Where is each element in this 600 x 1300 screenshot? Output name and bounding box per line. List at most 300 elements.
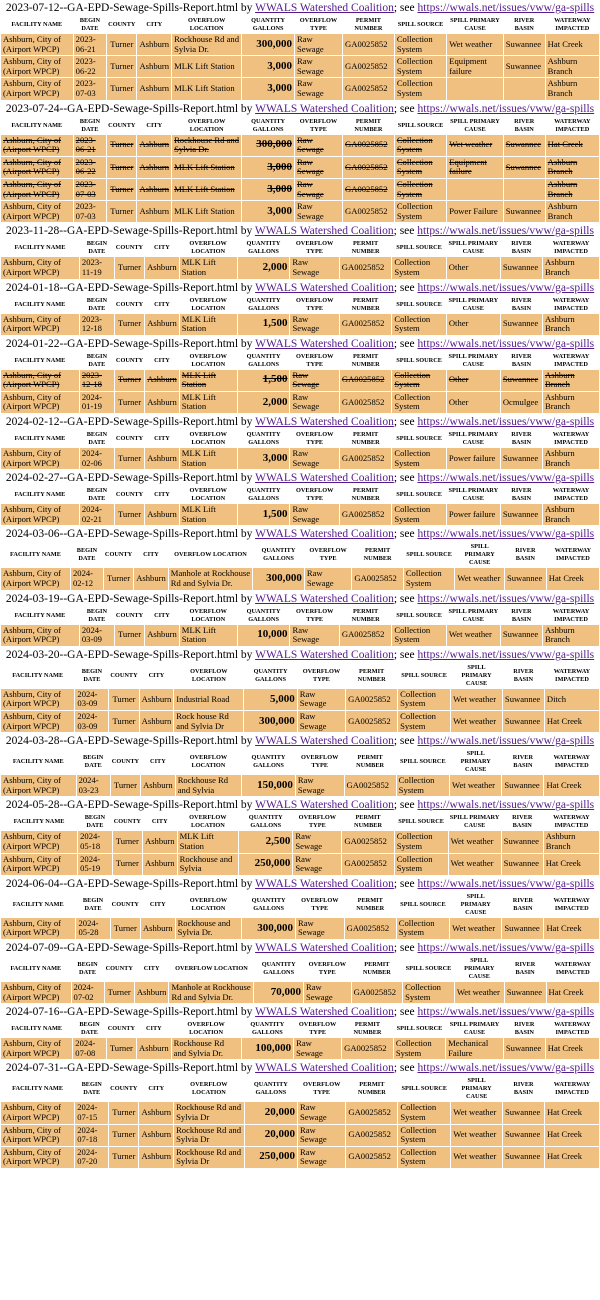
table-row bbox=[1, 1102, 599, 1123]
ga-spills-link[interactable]: https://wwals.net/issues/vww/ga-spills bbox=[417, 1062, 595, 1075]
cell-waterway: Hat Creek bbox=[547, 982, 599, 1003]
wwals-link[interactable]: WWALS Watershed Coalition bbox=[255, 102, 394, 115]
column-header: SPILL PRIMARY CAUSE bbox=[460, 892, 491, 916]
header-row bbox=[1, 240, 599, 256]
cell-city: Ashburn bbox=[137, 201, 171, 222]
cell-city: Ashburn bbox=[137, 157, 171, 178]
cell-source: Collection System bbox=[392, 625, 445, 646]
table-row bbox=[1, 504, 599, 525]
column-header: SPILL PRIMARY CAUSE bbox=[448, 607, 499, 623]
report-section bbox=[0, 280, 600, 336]
spill-table bbox=[0, 239, 600, 279]
cell-source: Collection System bbox=[395, 201, 446, 222]
report-title bbox=[0, 101, 600, 117]
cell-facility: Ashburn, City of (Airport WPCP) bbox=[1, 831, 77, 852]
cell-permit: GA0025852 bbox=[340, 314, 392, 335]
cell-facility: Ashburn, City of (Airport WPCP) bbox=[1, 201, 73, 222]
cell-type: Raw Sewage bbox=[296, 775, 344, 796]
cell-facility: Ashburn, City of (Airport WPCP) bbox=[1, 135, 73, 156]
column-header: SPILL PRIMARY CAUSE bbox=[461, 1077, 492, 1101]
column-header: CITY bbox=[143, 551, 159, 559]
report-section bbox=[0, 223, 600, 279]
header-row bbox=[1, 17, 599, 33]
column-header: CITY bbox=[146, 21, 163, 28]
cell-qty: 100,000 bbox=[242, 1038, 294, 1059]
cell-city: Ashburn bbox=[145, 504, 179, 525]
report-filename: 2024-05-28--GA-EPD-Sewage-Spills-Report.html bbox=[5, 799, 239, 812]
cell-waterway: Ashburn Branch bbox=[546, 56, 599, 77]
column-header: SPILL PRIMARY CAUSE bbox=[450, 117, 500, 133]
cell-permit: GA0025852 bbox=[342, 831, 393, 852]
ga-spills-link[interactable]: https://wwals.net/issues/vww/ga-spills bbox=[417, 592, 595, 605]
cell-type: Raw Sewage bbox=[293, 854, 341, 875]
table-row bbox=[1, 831, 599, 852]
cell-facility: Ashburn, City of (Airport WPCP) bbox=[1, 918, 75, 939]
cell-waterway: Ashburn Branch bbox=[543, 504, 599, 525]
wwals-link[interactable]: WWALS Watershed Coalition bbox=[255, 592, 394, 605]
column-header: COUNTY bbox=[107, 1025, 136, 1033]
cell-waterway: Hat Creek bbox=[544, 854, 599, 875]
column-header: WATERWAY IMPACTED bbox=[553, 896, 590, 912]
cell-facility: Ashburn, City of (Airport WPCP) bbox=[1, 157, 73, 178]
report-filename: 2024-07-31--GA-EPD-Sewage-Spills-Report.html bbox=[5, 1062, 239, 1075]
column-header: QUANTITY GALLONS bbox=[248, 814, 283, 830]
cell-qty: 300,000 bbox=[242, 918, 295, 939]
cell-waterway: Hat Creek bbox=[545, 711, 599, 732]
cell-facility: Ashburn, City of (Airport WPCP) bbox=[1, 689, 74, 710]
column-header: SPILL SOURCE bbox=[405, 964, 452, 972]
column-header: PERMIT NUMBER bbox=[354, 17, 383, 32]
ga-spills-link[interactable]: https://wwals.net/issues/vww/ga-spills bbox=[417, 102, 595, 115]
cell-permit: GA0025852 bbox=[343, 135, 394, 156]
cell-permit: GA0025852 bbox=[343, 34, 394, 55]
cell-source: Collection System bbox=[397, 918, 449, 939]
spill-table bbox=[0, 430, 600, 470]
cell-type: Raw Sewage bbox=[296, 918, 344, 939]
column-header: OVERFLOW LOCATION bbox=[190, 667, 228, 683]
column-header: OVERFLOW TYPE bbox=[298, 814, 337, 830]
cell-county: Turner bbox=[109, 1102, 138, 1123]
cell-source: Collection System bbox=[395, 831, 448, 852]
column-header: PERMIT NUMBER bbox=[351, 607, 380, 623]
cell-type: Raw Sewage bbox=[290, 370, 338, 391]
cell-location: MLK Lift Station bbox=[180, 504, 237, 525]
by-text: by bbox=[238, 416, 256, 429]
cell-facility: Ashburn, City of (Airport WPCP) bbox=[1, 854, 77, 875]
column-header: OVERFLOW LOCATION bbox=[187, 117, 226, 133]
wwals-link[interactable]: WWALS Watershed Coalition bbox=[255, 941, 394, 954]
cell-qty: 5,000 bbox=[244, 689, 296, 710]
cell-cause: Other bbox=[447, 257, 500, 278]
cell-county: Turner bbox=[109, 1147, 138, 1168]
cell-date: 2024-05-19 bbox=[78, 854, 112, 875]
cell-location: Manhole at Rockhouse Rd and Sylvia Dr. bbox=[170, 568, 251, 589]
column-header: OVERFLOW LOCATION bbox=[189, 240, 227, 256]
ga-spills-link[interactable]: https://wwals.net/issues/vww/ga-spills bbox=[417, 416, 595, 429]
column-header: OVERFLOW LOCATION bbox=[174, 551, 247, 559]
cell-type: Raw Sewage bbox=[304, 982, 351, 1003]
cell-waterway: Hat Creek bbox=[545, 1147, 599, 1168]
cell-county: Turner bbox=[107, 56, 136, 77]
cell-qty: 300,000 bbox=[253, 568, 304, 589]
cell-basin: Suwannee bbox=[502, 854, 543, 875]
cell-basin bbox=[504, 78, 545, 99]
column-header: FACILITY NAME bbox=[13, 818, 65, 826]
column-header: RIVER BASIN bbox=[511, 296, 532, 312]
column-header: OVERFLOW TYPE bbox=[299, 17, 338, 32]
column-header: QUANTITY GALLONS bbox=[250, 1021, 285, 1037]
wwals-link[interactable]: WWALS Watershed Coalition bbox=[255, 648, 394, 661]
spill-table bbox=[0, 813, 600, 875]
column-header: COUNTY bbox=[105, 964, 133, 972]
column-header: SPILL PRIMARY CAUSE bbox=[449, 814, 500, 830]
column-header: QUANTITY GALLONS bbox=[261, 547, 296, 563]
cell-type: Raw Sewage bbox=[290, 392, 338, 413]
ga-spills-link[interactable]: https://wwals.net/issues/vww/ga-spills bbox=[417, 472, 595, 485]
column-header: SPILL SOURCE bbox=[400, 758, 446, 766]
cell-waterway: Ashburn Branch bbox=[546, 78, 599, 99]
cell-city: Ashburn bbox=[137, 56, 171, 77]
column-header: RIVER BASIN bbox=[511, 431, 532, 447]
cell-source: Collection System bbox=[398, 689, 450, 710]
column-header: FACILITY NAME bbox=[14, 611, 66, 619]
table-row bbox=[1, 918, 599, 939]
column-header: SPILL PRIMARY CAUSE bbox=[464, 956, 495, 980]
cell-cause: Power failure bbox=[447, 448, 500, 469]
column-header: SPILL SOURCE bbox=[397, 21, 444, 28]
table-row bbox=[1, 711, 599, 732]
cell-basin: Suwannee bbox=[505, 982, 546, 1003]
column-header: WATERWAY IMPACTED bbox=[554, 117, 591, 133]
column-header: WATERWAY IMPACTED bbox=[553, 1081, 591, 1097]
ga-spills-link[interactable]: https://wwals.net/issues/vww/ga-spills bbox=[417, 735, 595, 748]
wwals-link[interactable]: WWALS Watershed Coalition bbox=[255, 472, 394, 485]
cell-cause: Power Failure bbox=[447, 201, 503, 222]
cell-facility: Ashburn, City of (Airport WPCP) bbox=[1, 982, 71, 1003]
cell-qty: 250,000 bbox=[239, 854, 292, 875]
column-header: COUNTY bbox=[110, 1085, 138, 1093]
column-header: SPILL SOURCE bbox=[398, 818, 444, 826]
wwals-link[interactable]: WWALS Watershed Coalition bbox=[255, 1006, 394, 1019]
column-header: CITY bbox=[143, 964, 160, 972]
ga-spills-link[interactable]: https://wwals.net/issues/vww/ga-spills bbox=[417, 1006, 595, 1019]
column-header: OVERFLOW LOCATION bbox=[189, 754, 228, 770]
cell-type: Raw Sewage bbox=[290, 314, 338, 335]
column-header: QUANTITY GALLONS bbox=[251, 117, 286, 133]
column-header: WATERWAY IMPACTED bbox=[554, 17, 591, 32]
see-text: ; see bbox=[393, 941, 418, 954]
cell-facility: Ashburn, City of (Airport WPCP) bbox=[1, 314, 79, 335]
column-header: QUANTITY GALLONS bbox=[253, 1081, 288, 1097]
column-header: WATERWAY IMPACTED bbox=[552, 240, 590, 256]
cell-facility: Ashburn, City of (Airport WPCP) bbox=[1, 1102, 74, 1123]
column-header: OVERFLOW TYPE bbox=[295, 240, 334, 256]
column-header: SPILL SOURCE bbox=[396, 611, 442, 619]
cell-date: 2023-12-18 bbox=[80, 370, 114, 391]
cell-facility: Ashburn, City of (Airport WPCP) bbox=[1, 257, 79, 278]
wwals-link[interactable]: WWALS Watershed Coalition bbox=[255, 2, 394, 14]
cell-city: Ashburn bbox=[145, 257, 179, 278]
column-header: OVERFLOW TYPE bbox=[295, 431, 334, 447]
column-header: WATERWAY IMPACTED bbox=[554, 960, 592, 976]
report-filename: 2024-02-27--GA-EPD-Sewage-Spills-Report.html bbox=[5, 472, 239, 485]
cell-basin: Suwannee bbox=[504, 34, 545, 55]
cell-type: Raw Sewage bbox=[290, 504, 338, 525]
spill-table bbox=[0, 486, 600, 526]
cell-city: Ashburn bbox=[135, 982, 169, 1003]
cell-type: Raw Sewage bbox=[293, 831, 341, 852]
cell-location: MLK Lift Station bbox=[180, 392, 237, 413]
column-header: BEGIN DATE bbox=[77, 960, 98, 976]
spill-table bbox=[0, 1020, 600, 1060]
column-header: SPILL SOURCE bbox=[406, 551, 452, 559]
spill-table bbox=[0, 956, 600, 1004]
cell-date: 2024-03-09 bbox=[75, 711, 108, 732]
column-header: WATERWAY IMPACTED bbox=[552, 487, 590, 503]
wwals-link[interactable]: WWALS Watershed Coalition bbox=[255, 281, 394, 294]
cell-date: 2024-02-06 bbox=[80, 448, 114, 469]
column-header: SPILL PRIMARY CAUSE bbox=[449, 1021, 500, 1037]
ga-spills-link[interactable]: https://wwals.net/issues/vww/ga-spills bbox=[417, 281, 595, 294]
cell-basin: Suwannee bbox=[502, 831, 543, 852]
cell-location: MLK Lift Station bbox=[180, 625, 237, 646]
column-header: FACILITY NAME bbox=[10, 551, 61, 559]
cell-qty: 300,000 bbox=[242, 34, 294, 55]
table-row bbox=[1, 392, 599, 413]
wwals-link[interactable]: WWALS Watershed Coalition bbox=[255, 528, 394, 541]
cell-qty: 3,000 bbox=[242, 56, 294, 77]
by-text: by bbox=[238, 941, 256, 954]
table-row bbox=[1, 1125, 599, 1146]
wwals-link[interactable]: WWALS Watershed Coalition bbox=[255, 735, 394, 748]
column-header: CITY bbox=[151, 818, 168, 826]
cell-location: Rock house Rd and Sylvia Dr bbox=[174, 711, 243, 732]
cell-qty: 300,000 bbox=[242, 135, 294, 156]
cell-city: Ashburn bbox=[140, 711, 174, 732]
spill-table bbox=[0, 607, 600, 647]
header-row bbox=[1, 353, 599, 369]
column-header: PERMIT NUMBER bbox=[354, 814, 383, 830]
report-section bbox=[0, 940, 600, 1004]
column-header: FACILITY NAME bbox=[14, 491, 66, 499]
cell-source: Collection System bbox=[398, 1102, 450, 1123]
table-row bbox=[1, 257, 599, 278]
cell-facility: Ashburn, City of (Airport WPCP) bbox=[1, 370, 79, 391]
cell-permit: GA0025852 bbox=[343, 78, 394, 99]
cell-source: Collection System bbox=[392, 257, 445, 278]
by-text: by bbox=[238, 1006, 256, 1019]
by-text: by bbox=[238, 281, 256, 294]
column-header: FACILITY NAME bbox=[10, 964, 62, 972]
column-header: COUNTY bbox=[111, 758, 140, 766]
cell-source: Collection System bbox=[392, 448, 445, 469]
cell-location: MLK Lift Station bbox=[180, 314, 237, 335]
header-row bbox=[1, 431, 599, 447]
ga-spills-link[interactable]: https://wwals.net/issues/vww/ga-spills bbox=[417, 799, 595, 812]
ga-spills-link[interactable]: https://wwals.net/issues/vww/ga-spills bbox=[417, 225, 594, 238]
cell-county: Turner bbox=[111, 918, 140, 939]
column-header: OVERFLOW LOCATION bbox=[189, 431, 227, 447]
cell-location: MLK Lift Station bbox=[180, 370, 237, 391]
header-row bbox=[1, 814, 599, 830]
cell-cause: Wet weather bbox=[451, 1102, 502, 1123]
cell-type: Raw Sewage bbox=[290, 257, 338, 278]
report-filename: 2024-07-16--GA-EPD-Sewage-Spills-Report.html bbox=[5, 1006, 239, 1019]
header-row bbox=[1, 1077, 599, 1101]
report-title bbox=[0, 526, 600, 542]
cell-cause: Wet weather bbox=[451, 1125, 502, 1146]
column-header: RIVER BASIN bbox=[512, 814, 533, 830]
ga-spills-link[interactable]: https://wwals.net/issues/vww/ga-spills bbox=[417, 877, 595, 890]
cell-permit: GA0025852 bbox=[346, 711, 397, 732]
cell-facility: Ashburn, City of (Airport WPCP) bbox=[1, 392, 79, 413]
cell-type: Raw Sewage bbox=[290, 625, 338, 646]
report-title bbox=[0, 0, 600, 16]
column-header: SPILL SOURCE bbox=[400, 900, 446, 908]
cell-facility: Ashburn, City of (Airport WPCP) bbox=[1, 448, 79, 469]
cell-facility: Ashburn, City of (Airport WPCP) bbox=[1, 568, 70, 589]
cell-date: 2024-03-09 bbox=[80, 625, 114, 646]
table-row bbox=[1, 56, 599, 77]
column-header: RIVER BASIN bbox=[511, 352, 532, 368]
column-header: BEGIN DATE bbox=[86, 352, 108, 368]
report-title bbox=[0, 797, 600, 813]
column-header: OVERFLOW TYPE bbox=[309, 547, 347, 563]
column-header: RIVER BASIN bbox=[514, 1021, 535, 1037]
cell-location: MLK Lift Station bbox=[172, 157, 241, 178]
column-header: WATERWAY IMPACTED bbox=[552, 431, 590, 447]
column-header: QUANTITY GALLONS bbox=[261, 960, 296, 976]
wwals-link[interactable]: WWALS Watershed Coalition bbox=[255, 337, 394, 350]
by-text: by bbox=[238, 799, 256, 812]
column-header: FACILITY NAME bbox=[11, 1025, 63, 1033]
cell-county: Turner bbox=[115, 370, 144, 391]
report-section bbox=[0, 876, 600, 940]
report-section bbox=[0, 336, 600, 414]
header-row bbox=[1, 893, 599, 917]
cell-date: 2023-06-21 bbox=[74, 34, 107, 55]
column-header: CITY bbox=[149, 900, 166, 908]
column-header: OVERFLOW LOCATION bbox=[189, 487, 227, 503]
wwals-link[interactable]: WWALS Watershed Coalition bbox=[255, 799, 394, 812]
cell-type: Raw Sewage bbox=[295, 135, 342, 156]
report-filename: 2024-01-22--GA-EPD-Sewage-Spills-Report.html bbox=[5, 337, 239, 350]
cell-permit: GA0025852 bbox=[346, 1147, 397, 1168]
cell-waterway: Ashburn Branch bbox=[543, 392, 599, 413]
ga-spills-link[interactable]: https://wwals.net/issues/vww/ga-spills bbox=[417, 648, 595, 661]
retracted-row bbox=[1, 179, 599, 200]
see-text: ; see bbox=[393, 281, 418, 294]
cell-county: Turner bbox=[109, 1125, 138, 1146]
column-header: OVERFLOW TYPE bbox=[295, 487, 334, 503]
wwals-link[interactable]: WWALS Watershed Coalition bbox=[254, 225, 394, 238]
cell-qty: 20,000 bbox=[245, 1102, 297, 1123]
column-header: OVERFLOW LOCATION bbox=[189, 896, 228, 912]
report-section bbox=[0, 591, 600, 647]
column-header: COUNTY bbox=[108, 21, 136, 28]
column-header: CITY bbox=[154, 244, 170, 252]
column-header: PERMIT NUMBER bbox=[356, 754, 385, 770]
report-filename: 2024-03-20--GA-EPD-Sewage-Spills-Report.html bbox=[5, 648, 239, 661]
ga-spills-link[interactable]: https://wwals.net/issues/vww/ga-spills bbox=[417, 941, 595, 954]
ga-spills-link[interactable]: https://wwals.net/issues/vww/ga-spills bbox=[417, 337, 595, 350]
column-header: BEGIN DATE bbox=[81, 1081, 102, 1097]
wwals-link[interactable]: WWALS Watershed Coalition bbox=[255, 416, 394, 429]
column-header: SPILL PRIMARY CAUSE bbox=[460, 750, 491, 774]
cell-location: MLK Lift Station bbox=[178, 831, 239, 852]
cell-basin: Suwannee bbox=[501, 504, 542, 525]
cell-basin: Suwannee bbox=[503, 1147, 544, 1168]
cell-location: MLK Lift Station bbox=[180, 257, 237, 278]
header-row bbox=[1, 118, 599, 134]
cell-location: Rockhouse Rd and Sylvia Dr bbox=[174, 1147, 244, 1168]
column-header: COUNTY bbox=[113, 818, 141, 826]
report-title bbox=[0, 876, 600, 892]
cell-location: MLK Lift Station bbox=[172, 179, 241, 200]
spill-table bbox=[0, 1076, 600, 1169]
cell-date: 2023-07-03 bbox=[74, 201, 107, 222]
cell-type: Raw Sewage bbox=[294, 1038, 341, 1059]
column-header: FACILITY NAME bbox=[12, 900, 64, 908]
wwals-link[interactable]: WWALS Watershed Coalition bbox=[255, 877, 394, 890]
report-title bbox=[0, 940, 600, 956]
report-filename: 2023-07-12--GA-EPD-Sewage-Spills-Report.html bbox=[5, 2, 239, 14]
cell-source: Collection System bbox=[395, 157, 446, 178]
cell-date: 2023-11-19 bbox=[80, 257, 114, 278]
column-header: RIVER BASIN bbox=[511, 607, 532, 623]
cell-qty: 20,000 bbox=[245, 1125, 297, 1146]
cell-waterway: Hat Creek bbox=[545, 1102, 599, 1123]
by-text: by bbox=[238, 2, 256, 14]
cell-city: Ashburn bbox=[145, 448, 179, 469]
cell-city: Ashburn bbox=[145, 370, 179, 391]
by-text: by bbox=[237, 225, 255, 238]
wwals-link[interactable]: WWALS Watershed Coalition bbox=[255, 1062, 394, 1075]
cell-waterway: Ashburn Branch bbox=[544, 831, 599, 852]
cell-waterway: Hat Creek bbox=[546, 135, 599, 156]
cell-qty: 250,000 bbox=[245, 1147, 297, 1168]
cell-cause: Wet weather bbox=[449, 854, 501, 875]
cell-cause: Wet weather bbox=[451, 1147, 502, 1168]
cell-qty: 3,000 bbox=[242, 78, 294, 99]
cell-permit: GA0025852 bbox=[346, 1125, 397, 1146]
ga-spills-link[interactable]: https://wwals.net/issues/vww/ga-spills bbox=[417, 2, 595, 14]
column-header: SPILL SOURCE bbox=[401, 671, 447, 679]
cell-cause: Other bbox=[447, 314, 500, 335]
column-header: OVERFLOW TYPE bbox=[300, 754, 339, 770]
cell-waterway: Ashburn Branch bbox=[546, 179, 599, 200]
column-header: OVERFLOW TYPE bbox=[301, 896, 339, 912]
cell-facility: Ashburn, City of (Airport WPCP) bbox=[1, 1147, 74, 1168]
column-header: CITY bbox=[154, 356, 170, 364]
cell-county: Turner bbox=[107, 135, 136, 156]
report-title bbox=[0, 1004, 600, 1020]
cell-source: Collection System bbox=[398, 1147, 450, 1168]
ga-spills-link[interactable]: https://wwals.net/issues/vww/ga-spills bbox=[417, 528, 595, 541]
cell-cause: Wet weather bbox=[450, 918, 501, 939]
cell-cause: Other bbox=[447, 392, 500, 413]
column-header: FACILITY NAME bbox=[14, 300, 66, 308]
column-header: OVERFLOW TYPE bbox=[295, 296, 334, 312]
cell-facility: Ashburn, City of (Airport WPCP) bbox=[1, 34, 73, 55]
cell-qty: 3,000 bbox=[238, 448, 290, 469]
cell-qty: 150,000 bbox=[242, 775, 295, 796]
report-section bbox=[0, 526, 600, 590]
report-filename: 2024-06-04--GA-EPD-Sewage-Spills-Report.html bbox=[5, 877, 239, 890]
cell-location: MLK Lift Station bbox=[172, 56, 241, 77]
by-text: by bbox=[238, 877, 256, 890]
cell-basin: Suwannee bbox=[505, 568, 546, 589]
